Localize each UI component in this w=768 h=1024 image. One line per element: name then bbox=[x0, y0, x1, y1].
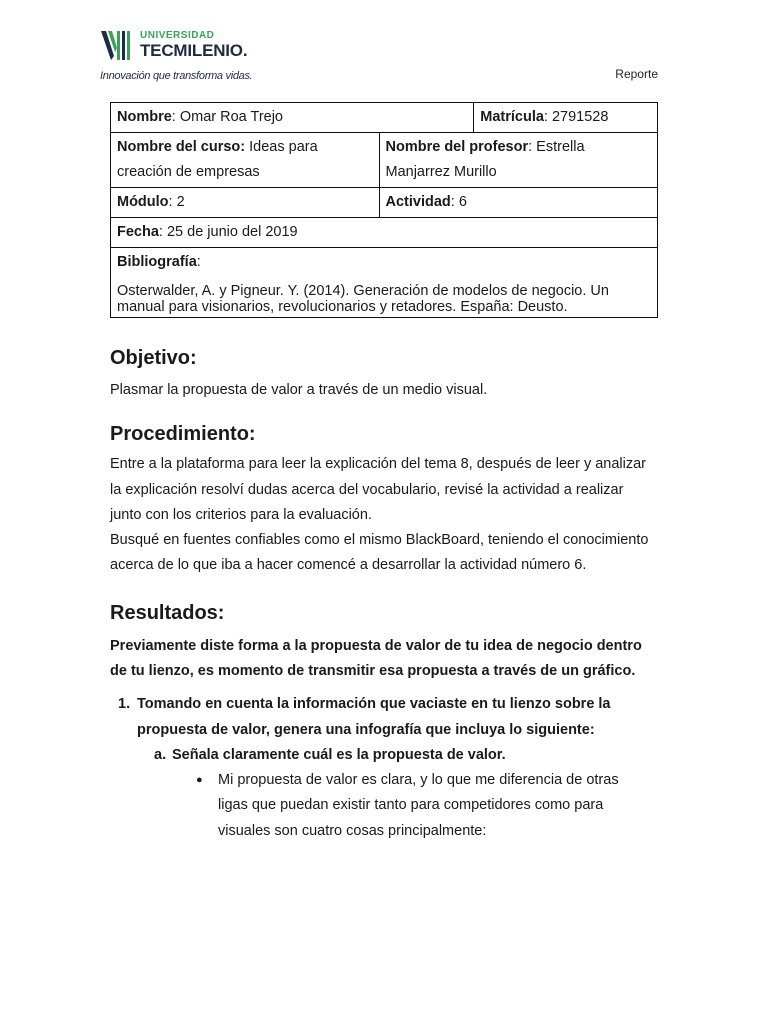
results-section bbox=[110, 599, 650, 844]
module-value: : 2 bbox=[168, 194, 185, 210]
activity-label: Actividad bbox=[385, 194, 451, 210]
procedure-heading: Procedimiento: bbox=[110, 423, 256, 446]
professor-value: : Estrella Manjarrez Murillo bbox=[385, 139, 585, 180]
sub-item-letter: a. bbox=[154, 746, 167, 763]
objective-heading: Objetivo: bbox=[110, 347, 197, 369]
objective-text: Plasmar la propuesta de valor a través de un medio visual. bbox=[110, 382, 488, 398]
sub-item-text: Señala claramente cuál es la propuesta de valor. bbox=[172, 746, 506, 763]
module-cell bbox=[111, 188, 380, 218]
course-cell bbox=[111, 133, 380, 188]
name-cell bbox=[111, 103, 474, 133]
procedure-section bbox=[110, 420, 650, 578]
name-value: : Omar Roa Trejo bbox=[171, 109, 283, 125]
bibliography-label: Bibliografía bbox=[117, 254, 197, 270]
procedure-paragraph-2: Busqué en fuentes confiables como el mismo BlackBoard, teniendo el conocimiento acerca de lo que iba a hacer comencé a desarrollar la actividad número 6. bbox=[110, 532, 649, 574]
bibliography-cell bbox=[111, 248, 658, 318]
tecmilenio-logo-icon bbox=[100, 30, 136, 62]
matricula-value: : 2791528 bbox=[543, 109, 609, 125]
table-row bbox=[111, 133, 658, 188]
activity-value: : 6 bbox=[450, 194, 467, 210]
numbered-list bbox=[110, 692, 650, 843]
table-row bbox=[111, 188, 658, 218]
table-row bbox=[111, 218, 658, 248]
matricula-cell bbox=[474, 103, 658, 133]
list-item-text: Tomando en cuenta la información que vaciaste en tu lienzo sobre la propuesta de valor, genera una infografía que incluya lo siguiente: bbox=[137, 696, 611, 738]
report-body bbox=[110, 344, 650, 844]
logo-main-text: TECMILENIO. bbox=[140, 41, 248, 60]
bullet-item bbox=[118, 768, 650, 844]
procedure-paragraph-1: Entre a la plataforma para leer la explicación del tema 8, después de leer y analizar la explicación resolví dudas acerca del vocabulario, revisé la actividad a realizar junto con los criterios para la evaluación. bbox=[110, 456, 646, 523]
bullet-icon: ● bbox=[196, 773, 203, 786]
list-item bbox=[118, 692, 650, 743]
matricula-label: Matrícula bbox=[480, 109, 544, 125]
list-item-number: 1. bbox=[118, 696, 131, 713]
logo-university-text: UNIVERSIDAD bbox=[140, 30, 215, 41]
course-value: Ideas para creación de empresas bbox=[117, 139, 318, 180]
results-heading: Resultados: bbox=[110, 601, 225, 624]
logo-tagline: Innovación que transforma vidas. bbox=[100, 70, 253, 82]
student-info-table bbox=[110, 102, 658, 318]
objective-section bbox=[110, 344, 650, 403]
course-label: Nombre del curso: bbox=[117, 139, 246, 155]
date-cell bbox=[111, 218, 658, 248]
bibliography-colon: : bbox=[196, 254, 201, 270]
activity-cell bbox=[379, 188, 658, 218]
table-row bbox=[111, 248, 658, 318]
professor-cell bbox=[379, 133, 658, 188]
professor-label: Nombre del profesor bbox=[385, 139, 529, 155]
bullet-text: Mi propuesta de valor es clara, y lo que me diferencia de otras ligas que puedan existir tanto para competidores como para visuales son cuatro cosas principalmente: bbox=[218, 771, 619, 839]
date-value: : 25 de junio del 2019 bbox=[158, 224, 298, 240]
bibliography-text: Osterwalder, A. y Pigneur. Y. (2014). Generación de modelos de negocio. Un manual para visionarios, revolucionarios y retadores. España: Deusto. bbox=[117, 283, 609, 315]
date-label: Fecha bbox=[117, 224, 159, 240]
results-intro: Previamente diste forma a la propuesta de valor de tu idea de negocio dentro de tu lienzo, es momento de transmitir esa propuesta a través de un gráfico. bbox=[110, 637, 642, 680]
university-logo bbox=[100, 28, 300, 88]
table-row bbox=[111, 103, 658, 133]
sub-list-item bbox=[118, 743, 650, 768]
name-label: Nombre bbox=[117, 109, 172, 125]
module-label: Módulo bbox=[117, 194, 169, 210]
report-label: Reporte bbox=[615, 67, 658, 81]
